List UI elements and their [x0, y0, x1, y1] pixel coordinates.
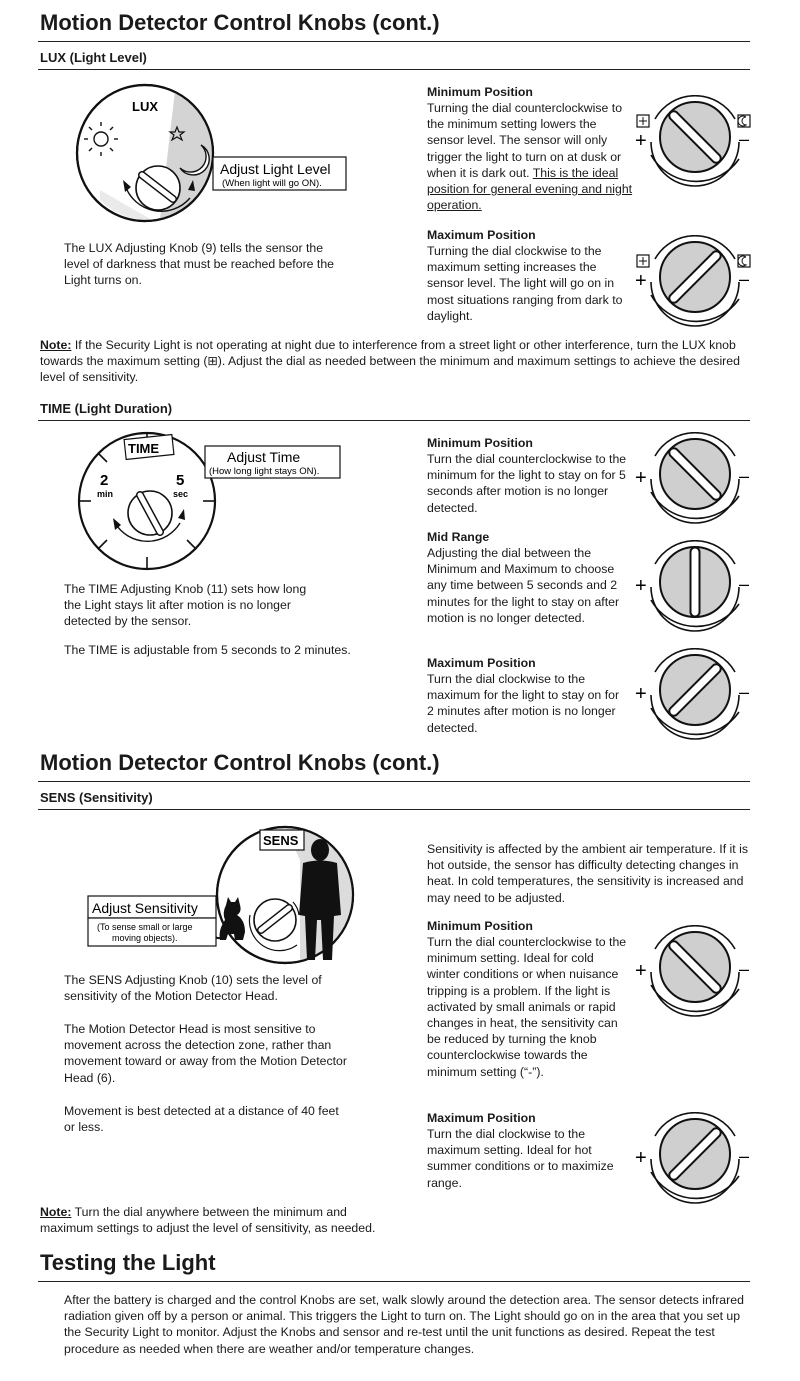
sens-min-knob	[635, 925, 755, 1025]
time-mid-knob	[635, 540, 755, 640]
lux-min-text: Turning the dial counterclockwise to the minimum setting lowers the sensor level. The sensor will only trigger the light to turn on at dusk or when it is dark out.	[427, 101, 623, 180]
sens-min-text-narrow	[427, 934, 627, 1080]
page-title: Motion Detector Control Knobs (cont.)	[40, 10, 440, 35]
lux-min-knob	[635, 95, 755, 195]
sens-direction-note: The Motion Detector Head is most sensitive to movement across the detection zone, rather than movement toward or away from the Motion Detector Head (6).	[64, 1022, 347, 1085]
time-heading-rule	[38, 420, 750, 421]
sens-callout-sub-2: moving objects).	[112, 933, 178, 943]
lux-note-label: Note:	[40, 338, 72, 352]
time-max-title: Maximum Position	[427, 656, 536, 670]
lux-min-block	[427, 100, 633, 213]
minus-sign: –	[739, 269, 750, 289]
testing-title: Testing the Light	[40, 1250, 216, 1275]
time-callout-sub: (How long light stays ON).	[209, 466, 320, 477]
sens-note-text: Turn the dial anywhere between the minimum and maximum settings to adjust the level of sensitivity, as needed.	[40, 1205, 376, 1236]
title-rule	[38, 41, 750, 42]
lux-min-title: Minimum Position	[427, 85, 533, 99]
time-left-value: 2	[100, 472, 109, 489]
lux-heading-rule	[38, 69, 750, 70]
minus-sign: –	[739, 129, 750, 149]
sens-max-title: Maximum Position	[427, 1111, 536, 1125]
testing-text: After the battery is charged and the control Knobs are set, walk slowly around the detection area. The sensor detects infrared radiation given off by a person or animal. This triggers the Light to turn on. The Light should go on in the area that you set up the Security Light to monitor. Adjust the Knobs and sensor and re-test until the unit functions as desired. Repeat the test procedure as needed when there are weather and/or temperature changes.	[64, 1293, 744, 1356]
minus-sign: –	[739, 1146, 750, 1166]
time-illustration	[70, 428, 360, 578]
time-min-text: Turn the dial counterclockwise to the minimum for the light to stay on for 5 seconds after motion is no longer detected.	[427, 452, 627, 515]
lux-illustration	[70, 80, 360, 230]
sens-note-label: Note:	[40, 1205, 72, 1219]
lux-note	[40, 337, 752, 386]
time-max-knob	[635, 648, 755, 748]
time-range-note: The TIME is adjustable from 5 seconds to 2 minutes.	[64, 643, 351, 657]
plus-sign: +	[635, 960, 647, 982]
time-right-value: 5	[176, 472, 185, 489]
sens-illus-label: SENS	[263, 833, 299, 848]
lux-note-text: If the Security Light is not operating at night due to interference from a street light or other interference, turn the LUX knob towards the maximum setting (⊞). Adjust the dial as needed between the minimum and maximum settings to achieve the desired level of sensitivity.	[40, 338, 740, 385]
brightness-icon	[637, 255, 649, 267]
lux-description: The LUX Adjusting Knob (9) tells the sensor the level of darkness that must be reached before the Light turns on.	[64, 241, 335, 288]
minus-sign: –	[739, 574, 750, 594]
sens-intro: Sensitivity is affected by the ambient air temperature. If it is hot outside, the sensor has difficulty detecting changes in heat. In cold temperatures, the sensitivity is increased and may need to be adjusted.	[427, 842, 749, 905]
plus-sign: +	[635, 575, 647, 597]
lux-max-title: Maximum Position	[427, 228, 536, 242]
sens-callout-title: Adjust Sensitivity	[92, 900, 198, 916]
dark-icon	[738, 255, 750, 267]
minus-sign: –	[739, 959, 750, 979]
testing-title-rule	[38, 1281, 750, 1282]
time-min-title: Minimum Position	[427, 436, 533, 450]
sens-callout-sub-1: (To sense small or large	[97, 922, 193, 932]
sens-max-knob	[635, 1112, 755, 1212]
sens-description: The SENS Adjusting Knob (10) sets the level of sensitivity of the Motion Detector Head.	[64, 973, 322, 1004]
time-left-unit: min	[97, 489, 114, 499]
lux-heading: LUX (Light Level)	[40, 50, 147, 65]
lux-callout-sub: (When light will go ON).	[222, 178, 322, 189]
plus-sign: +	[635, 683, 647, 705]
dark-icon	[738, 115, 750, 127]
lux-max-knob	[635, 235, 755, 335]
time-description: The TIME Adjusting Knob (11) sets how long the Light stays lit after motion is no longer detected by the sensor.	[64, 582, 307, 629]
time-right-unit: sec	[173, 489, 189, 499]
time-heading: TIME (Light Duration)	[40, 401, 173, 416]
time-mid-title: Mid Range	[427, 530, 490, 544]
plus-sign: +	[635, 1147, 647, 1169]
sens-max-text: Turn the dial clockwise to the maximum setting. Ideal for hot summer conditions or to maximize range.	[427, 1127, 614, 1190]
sens-min-title: Minimum Position	[427, 919, 533, 933]
sens-note	[40, 1204, 400, 1236]
lux-callout-title: Adjust Light Level	[220, 161, 331, 177]
time-min-knob	[635, 432, 755, 532]
sens-heading: SENS (Sensitivity)	[40, 790, 153, 805]
plus-sign: +	[635, 467, 647, 489]
time-max-text: Turn the dial clockwise to the maximum for the light to stay on for 2 minutes after motion is no longer detected.	[427, 672, 620, 735]
sens-heading-rule	[38, 809, 750, 810]
time-mid-text: Adjusting the dial between the Minimum and Maximum to choose any time between 5 seconds and 2 minutes for the light to stay on after motion is no longer detected.	[427, 546, 620, 625]
page2-title-rule	[38, 781, 750, 782]
page2-title: Motion Detector Control Knobs (cont.)	[40, 750, 440, 775]
time-illus-label: TIME	[128, 441, 160, 456]
sens-distance-note: Movement is best detected at a distance of 40 feet or less.	[64, 1104, 339, 1135]
lux-min-emphasis: This is the ideal position for general evening and night operation.	[427, 165, 633, 213]
plus-sign: +	[635, 130, 647, 152]
plus-sign: +	[635, 270, 647, 292]
lux-illus-label: LUX	[132, 99, 158, 114]
time-callout-title: Adjust Time	[227, 449, 301, 465]
sens-illustration	[85, 820, 365, 970]
minus-sign: –	[739, 466, 750, 486]
sens-min-body: Turn the dial counterclockwise to the minimum setting. Ideal for cold winter conditions or when nuisance tripping is a problem. If the light is activated by small animals or rapid changes in heat, the sensitivity can be reduced by turning the knob counterclockwise towards the minimum setting (“-”).	[427, 935, 627, 1079]
lux-max-text: Turning the dial clockwise to the maximum setting increases the sensor level. The light will go on in most situations ranging from dark to daylight.	[427, 244, 623, 323]
brightness-icon	[637, 115, 649, 127]
minus-sign: –	[739, 682, 750, 702]
